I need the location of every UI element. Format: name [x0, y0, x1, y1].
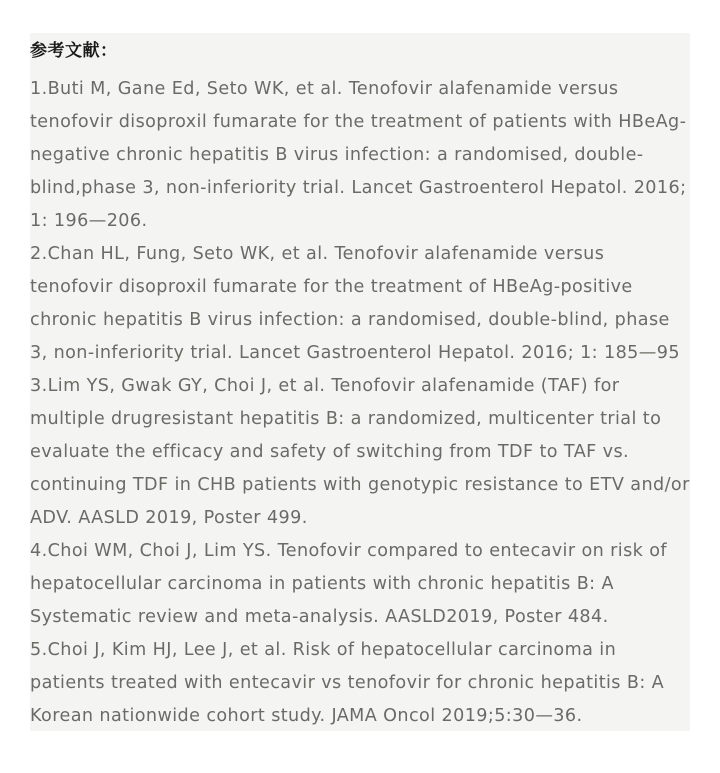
reference-item-1: 1.Buti M, Gane Ed, Seto WK, et al. Tenofovir alafenamide versus tenofovir disoproxil fumarate for the treatment of patients with HBeAg-negative chronic hepatitis B virus infection: a randomised, double-blind,phase 3, non-inferiority trial. Lancet Gastroenterol Hepatol. 2016; 1: 196—206. — [30, 79, 687, 231]
reference-item-3: 3.Lim YS, Gwak GY, Choi J, et al. Tenofovir alafenamide (TAF) for multiple drugresistant hepatitis B: a randomized, multicenter trial to evaluate the efficacy and safety of switching from TDF to TAF vs. continuing TDF in CHB patients with genotypic resistance to ETV and/or ADV. AASLD 2019, Poster 499. — [30, 376, 690, 528]
reference-item-4: 4.Choi WM, Choi J, Lim YS. Tenofovir compared to entecavir on risk of hepatocellular carcinoma in patients with chronic hepatitis B: A Systematic review and meta-analysis. AASLD2019, Poster 484. — [30, 541, 668, 627]
references-panel — [30, 33, 690, 731]
reference-item-5: 5.Choi J, Kim HJ, Lee J, et al. Risk of hepatocellular carcinoma in patients treated with entecavir vs tenofovir for chronic hepatitis B: A Korean nationwide cohort study. JAMA Oncol 2019;5:30—36. — [30, 640, 665, 726]
references-list — [30, 73, 690, 733]
references-heading: 参考文献： — [30, 41, 118, 61]
reference-item-2: 2.Chan HL, Fung, Seto WK, et al. Tenofovir alafenamide versus tenofovir disoproxil fumarate for the treatment of HBeAg-positive chronic hepatitis B virus infection: a randomised, double-blind, phase 3, non-inferiority trial. Lancet Gastroenterol Hepatol. 2016; 1: 185—95 — [30, 244, 680, 363]
